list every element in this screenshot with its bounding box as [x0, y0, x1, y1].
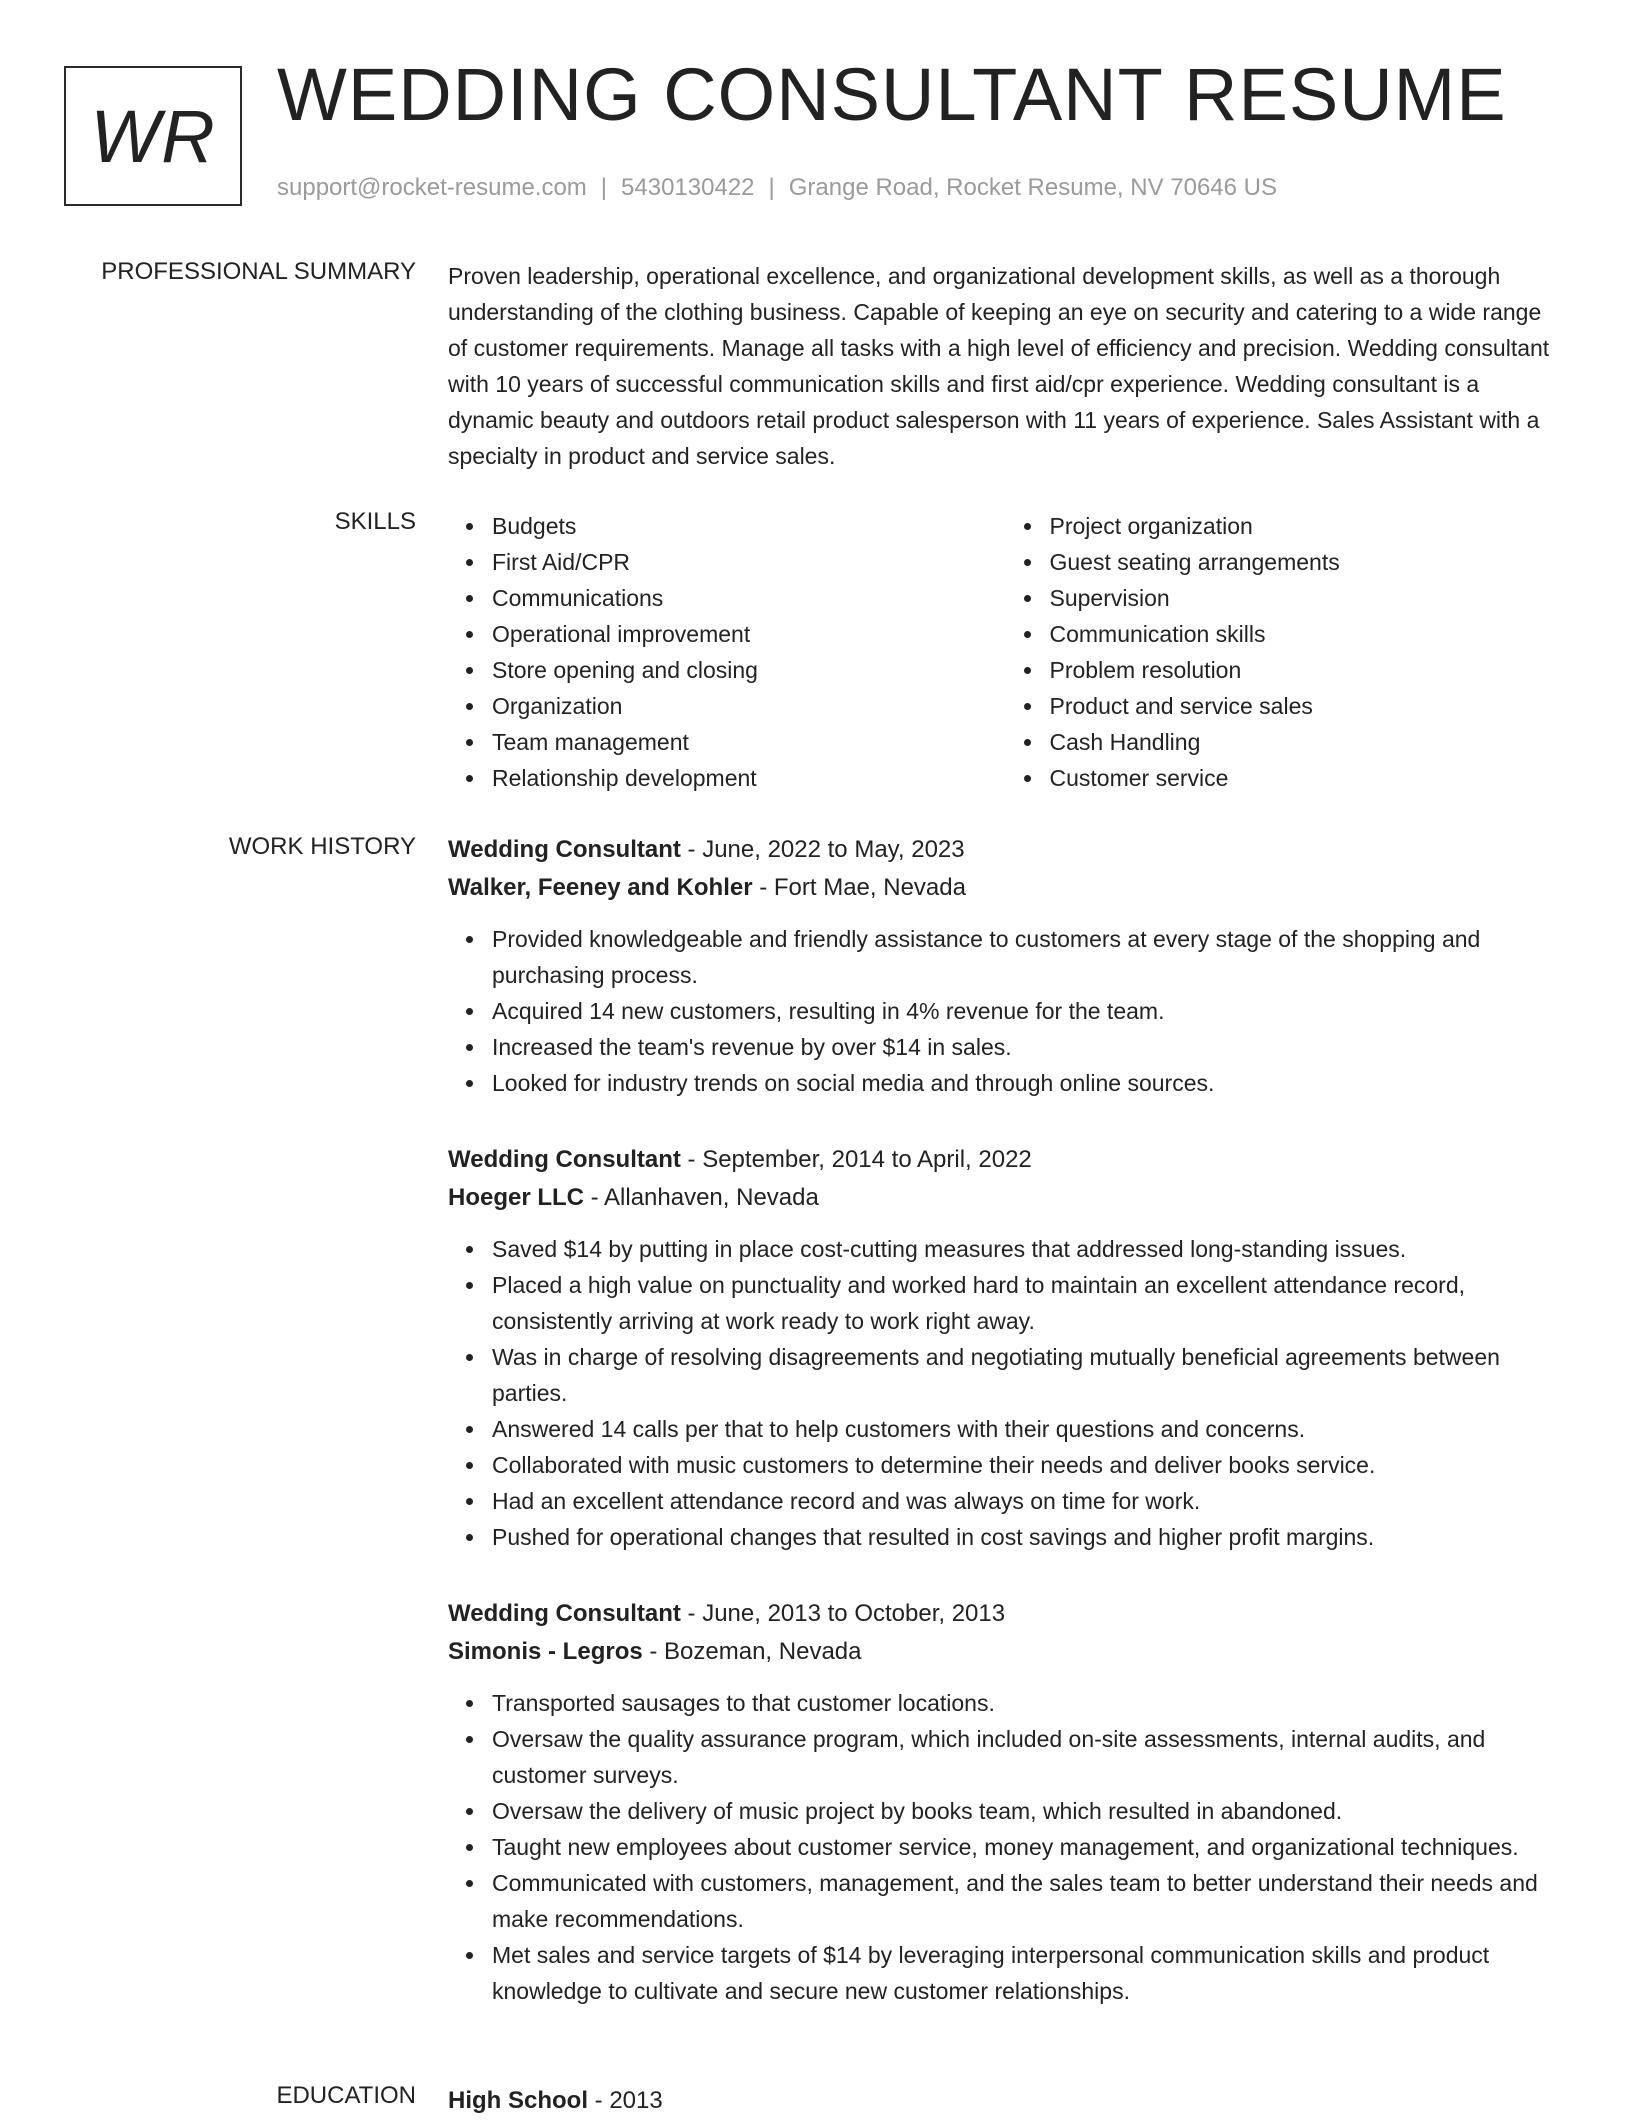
contact-separator: |: [600, 174, 608, 201]
skill-item: Problem resolution: [1050, 652, 1564, 688]
contact-phone[interactable]: 5430130422: [621, 174, 755, 201]
skills-columns: [448, 508, 1563, 796]
job-location: - Bozeman, Nevada: [642, 1638, 862, 1665]
job-bullets: [448, 921, 1563, 1101]
summary-label: PROFESSIONAL SUMMARY: [101, 258, 416, 285]
job-company: Simonis - Legros: [448, 1638, 643, 1665]
job-bullet: Pushed for operational changes that resulted in cost savings and higher profit margins.: [492, 1519, 1563, 1555]
skills-list-left: [448, 508, 1006, 796]
job-bullet: Placed a high value on punctuality and worked hard to maintain an excellent attendance record, consistently arriving at work ready to work right away.: [492, 1267, 1563, 1339]
job-company-line: [448, 1633, 1563, 1671]
job-title: Wedding Consultant: [448, 836, 681, 863]
skill-item: Supervision: [1050, 580, 1564, 616]
skills-label: SKILLS: [334, 508, 416, 535]
skill-item: First Aid/CPR: [492, 544, 1006, 580]
education-degree: High School: [448, 2087, 588, 2114]
job-location: - Fort Mae, Nevada: [752, 874, 966, 901]
education-body: [448, 2082, 1563, 2120]
education-entry: [448, 2082, 1563, 2120]
job-title-line: [448, 1141, 1563, 1179]
job-entry: [448, 1141, 1563, 1555]
skill-item: Guest seating arrangements: [1050, 544, 1564, 580]
job-bullet: Acquired 14 new customers, resulting in 4% revenue for the team.: [492, 993, 1563, 1029]
contact-address: Grange Road, Rocket Resume, NV 70646 US: [788, 174, 1277, 201]
job-bullet: Answered 14 calls per that to help customers with their questions and concerns.: [492, 1411, 1563, 1447]
job-dates: - June, 2022 to May, 2023: [680, 836, 965, 863]
skill-item: Operational improvement: [492, 616, 1006, 652]
skills-list-right: [1006, 508, 1564, 796]
skill-item: Product and service sales: [1050, 688, 1564, 724]
skill-item: Organization: [492, 688, 1006, 724]
job-title-line: [448, 831, 1563, 869]
job-company: Hoeger LLC: [448, 1184, 585, 1211]
skill-item: Team management: [492, 724, 1006, 760]
job-bullet: Saved $14 by putting in place cost-cutting measures that addressed long-standing issues.: [492, 1231, 1563, 1267]
job-title: Wedding Consultant: [448, 1600, 681, 1627]
job-bullet: Looked for industry trends on social media and through online sources.: [492, 1065, 1563, 1101]
skill-item: Cash Handling: [1050, 724, 1564, 760]
job-bullet: Provided knowledgeable and friendly assistance to customers at every stage of the shopping and purchasing process.: [492, 921, 1563, 993]
skill-item: Relationship development: [492, 760, 1006, 796]
education-year: - 2013: [588, 2087, 663, 2114]
job-company-line: [448, 869, 1563, 907]
education-label: EDUCATION: [276, 2082, 416, 2109]
work-history-label: WORK HISTORY: [228, 833, 416, 860]
job-bullets: [448, 1685, 1563, 2009]
job-entry: [448, 1595, 1563, 2009]
skill-item: Customer service: [1050, 760, 1564, 796]
job-company: Walker, Feeney and Kohler: [448, 874, 753, 901]
contact-email[interactable]: support@rocket-resume.com: [277, 174, 587, 201]
monogram-initials: WR: [90, 94, 216, 178]
job-bullets: [448, 1231, 1563, 1555]
skill-item: Communication skills: [1050, 616, 1564, 652]
job-bullet: Oversaw the delivery of music project by books team, which resulted in abandoned.: [492, 1793, 1563, 1829]
job-bullet: Oversaw the quality assurance program, which included on-site assessments, internal audits, and customer surveys.: [492, 1721, 1563, 1793]
job-title: Wedding Consultant: [448, 1146, 681, 1173]
job-dates: - September, 2014 to April, 2022: [680, 1146, 1032, 1173]
skills-body: [448, 508, 1563, 796]
job-location: - Allanhaven, Nevada: [584, 1184, 819, 1211]
summary-text: Proven leadership, operational excellence, and organizational development skills, as well as a thorough understanding of the clothing business. Capable of keeping an eye on security and catering to a wide range of customer requirements. Manage all tasks with a high level of efficiency and precision. Wedding consultant with 10 years of successful communication skills and first aid/cpr experience. Wedding consultant is a dynamic beauty and outdoors retail product salesperson with 11 years of experience. Sales Assistant with a specialty in product and service sales.: [448, 263, 1550, 469]
job-title-line: [448, 1595, 1563, 1633]
job-bullet: Transported sausages to that customer locations.: [492, 1685, 1563, 1721]
skill-item: Store opening and closing: [492, 652, 1006, 688]
job-dates: - June, 2013 to October, 2013: [680, 1600, 1006, 1627]
job-bullet: Had an excellent attendance record and was always on time for work.: [492, 1483, 1563, 1519]
skill-item: Communications: [492, 580, 1006, 616]
summary-body: [448, 258, 1563, 474]
job-bullet: Communicated with customers, management, and the sales team to better understand their needs and make recommendations.: [492, 1865, 1563, 1937]
skill-item: Project organization: [1050, 508, 1564, 544]
skill-item: Budgets: [492, 508, 1006, 544]
job-entry: [448, 831, 1563, 1101]
job-bullet: Met sales and service targets of $14 by leveraging interpersonal communication skills and product knowledge to cultivate and secure new customer relationships.: [492, 1937, 1563, 2009]
contact-line: [277, 174, 1277, 202]
job-bullet: Was in charge of resolving disagreements and negotiating mutually beneficial agreements between parties.: [492, 1339, 1563, 1411]
monogram-badge: [64, 66, 242, 206]
contact-separator: |: [768, 174, 775, 201]
work-history-body: [448, 831, 1563, 2049]
job-bullet: Increased the team's revenue by over $14 in sales.: [492, 1029, 1563, 1065]
job-company-line: [448, 1179, 1563, 1217]
job-bullet: Taught new employees about customer service, money management, and organizational techniques.: [492, 1829, 1563, 1865]
page-title: WEDDING CONSULTANT RESUME: [277, 53, 1507, 136]
job-bullet: Collaborated with music customers to determine their needs and deliver books service.: [492, 1447, 1563, 1483]
job-list: [448, 831, 1563, 2009]
